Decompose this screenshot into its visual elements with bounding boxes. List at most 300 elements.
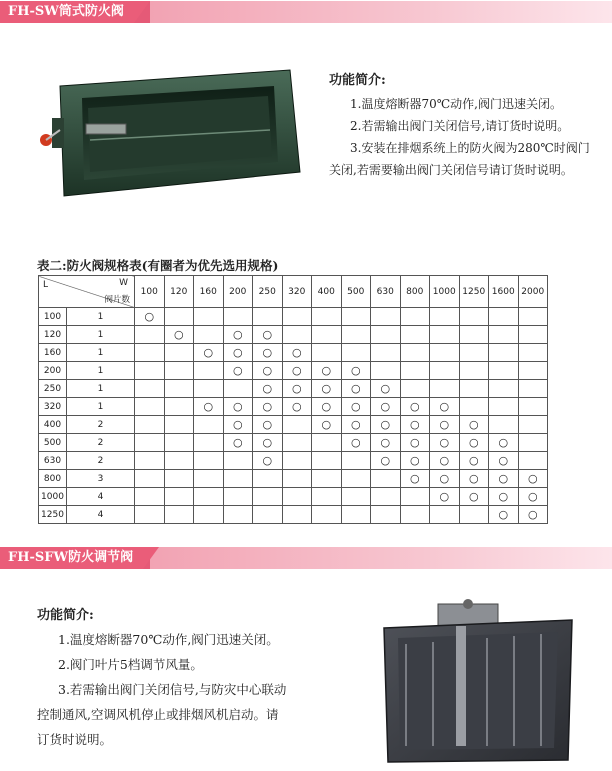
spec-cell <box>164 488 194 506</box>
spec-cell <box>518 308 548 326</box>
row-blade-count: 1 <box>67 380 135 398</box>
preferred-mark: ○ <box>498 507 509 521</box>
preferred-mark: ○ <box>321 417 332 431</box>
spec-cell <box>223 506 253 524</box>
preferred-mark: ○ <box>409 399 420 413</box>
row-l-value: 320 <box>39 398 67 416</box>
preferred-mark: ○ <box>262 363 273 377</box>
spec-cell <box>282 506 312 524</box>
row-l-value: 1000 <box>39 488 67 506</box>
preferred-mark: ○ <box>262 327 273 341</box>
preferred-mark: ○ <box>468 435 479 449</box>
spec-cell <box>223 344 253 362</box>
col-w-630: 630 <box>371 276 401 308</box>
spec-cell <box>341 434 371 452</box>
section2-line-5: 订货时说明。 <box>37 732 113 747</box>
table-row <box>39 488 548 506</box>
row-blade-count: 1 <box>67 308 135 326</box>
spec-cell <box>282 308 312 326</box>
preferred-mark: ○ <box>439 489 450 503</box>
preferred-mark: ○ <box>291 345 302 359</box>
row-blade-count: 4 <box>67 488 135 506</box>
spec-cell <box>371 488 401 506</box>
spec-cell <box>312 362 342 380</box>
spec-cell <box>194 452 224 470</box>
spec-cell <box>223 470 253 488</box>
spec-cell <box>223 380 253 398</box>
preferred-mark: ○ <box>291 363 302 377</box>
spec-cell <box>223 434 253 452</box>
spec-cell <box>430 488 460 506</box>
spec-cell <box>341 380 371 398</box>
spec-cell <box>400 308 430 326</box>
spec-cell <box>371 506 401 524</box>
spec-cell <box>459 470 489 488</box>
section2-intro-title: 功能简介: <box>37 608 94 623</box>
spec-cell <box>430 362 460 380</box>
spec-cell <box>253 452 283 470</box>
spec-cell <box>371 470 401 488</box>
spec-cell <box>312 452 342 470</box>
spec-cell <box>400 452 430 470</box>
spec-cell <box>371 416 401 434</box>
spec-cell <box>253 380 283 398</box>
spec-cell <box>194 470 224 488</box>
spec-cell <box>135 344 165 362</box>
banner-stripe <box>150 547 612 569</box>
spec-cell <box>371 398 401 416</box>
header-w: W <box>119 278 128 288</box>
spec-cell <box>312 344 342 362</box>
preferred-mark: ○ <box>262 417 273 431</box>
spec-cell <box>164 506 194 524</box>
spec-cell <box>164 362 194 380</box>
spec-cell <box>400 506 430 524</box>
spec-cell <box>518 398 548 416</box>
spec-cell <box>253 488 283 506</box>
spec-cell <box>430 344 460 362</box>
row-blade-count: 1 <box>67 398 135 416</box>
spec-cell <box>253 470 283 488</box>
spec-cell <box>312 470 342 488</box>
spec-cell <box>164 452 194 470</box>
section2-line-1: 1.温度熔断器70℃动作,阀门迅速关闭。 <box>58 632 279 647</box>
preferred-mark: ○ <box>203 345 214 359</box>
row-l-value: 200 <box>39 362 67 380</box>
damper-photo-2 <box>378 598 578 766</box>
preferred-mark: ○ <box>262 399 273 413</box>
spec-cell <box>341 326 371 344</box>
section2-title: FH-SFW防火调节阀 <box>0 547 143 569</box>
preferred-mark: ○ <box>409 471 420 485</box>
preferred-mark: ○ <box>409 417 420 431</box>
preferred-mark: ○ <box>232 417 243 431</box>
spec-cell <box>518 506 548 524</box>
section2-line-4: 控制通风,空调风机停止或排烟风机启动。请 <box>37 707 279 722</box>
row-l-value: 500 <box>39 434 67 452</box>
table-row <box>39 344 548 362</box>
spec-cell <box>459 380 489 398</box>
spec-cell <box>459 452 489 470</box>
table-body <box>39 308 548 524</box>
spec-cell <box>489 308 519 326</box>
spec-cell <box>371 434 401 452</box>
spec-cell <box>312 326 342 344</box>
spec-cell <box>282 326 312 344</box>
spec-cell <box>194 308 224 326</box>
spec-cell <box>459 488 489 506</box>
spec-cell <box>282 488 312 506</box>
spec-cell <box>400 362 430 380</box>
spec-cell <box>489 434 519 452</box>
preferred-mark: ○ <box>232 345 243 359</box>
preferred-mark: ○ <box>232 435 243 449</box>
col-w-200: 200 <box>223 276 253 308</box>
table-row <box>39 326 548 344</box>
spec-cell <box>135 488 165 506</box>
spec-cell <box>459 308 489 326</box>
spec-cell <box>282 452 312 470</box>
spec-cell <box>312 488 342 506</box>
col-w-500: 500 <box>341 276 371 308</box>
col-w-1000: 1000 <box>430 276 460 308</box>
spec-cell <box>223 488 253 506</box>
spec-cell <box>135 326 165 344</box>
preferred-mark: ○ <box>350 363 361 377</box>
spec-cell <box>194 488 224 506</box>
table-row <box>39 380 548 398</box>
spec-cell <box>459 416 489 434</box>
spec-cell <box>400 416 430 434</box>
spec-cell <box>518 380 548 398</box>
preferred-mark: ○ <box>350 399 361 413</box>
col-w-400: 400 <box>312 276 342 308</box>
table-row <box>39 416 548 434</box>
row-l-value: 100 <box>39 308 67 326</box>
preferred-mark: ○ <box>173 327 184 341</box>
spec-cell <box>430 398 460 416</box>
table-row <box>39 452 548 470</box>
spec-cell <box>459 506 489 524</box>
row-l-value: 1250 <box>39 506 67 524</box>
spec-cell <box>518 434 548 452</box>
spec-cell <box>489 344 519 362</box>
spec-cell <box>518 326 548 344</box>
spec-cell <box>164 398 194 416</box>
section1-intro-title: 功能简介: <box>329 73 386 88</box>
row-blade-count: 3 <box>67 470 135 488</box>
spec-cell <box>135 380 165 398</box>
preferred-mark: ○ <box>232 399 243 413</box>
spec-cell <box>430 380 460 398</box>
spec-cell <box>194 326 224 344</box>
preferred-mark: ○ <box>232 327 243 341</box>
col-w-2000: 2000 <box>518 276 548 308</box>
col-w-100: 100 <box>135 276 165 308</box>
spec-cell <box>489 506 519 524</box>
preferred-mark: ○ <box>350 435 361 449</box>
preferred-mark: ○ <box>350 381 361 395</box>
preferred-mark: ○ <box>262 381 273 395</box>
spec-cell <box>518 470 548 488</box>
preferred-mark: ○ <box>468 453 479 467</box>
col-w-250: 250 <box>253 276 283 308</box>
col-w-120: 120 <box>164 276 194 308</box>
section2-line-2: 2.阀门叶片5档调节风量。 <box>58 657 203 672</box>
spec-cell <box>341 470 371 488</box>
spec-cell <box>223 416 253 434</box>
banner-stripe <box>150 1 612 23</box>
preferred-mark: ○ <box>203 399 214 413</box>
header-l: L <box>43 280 49 290</box>
row-blade-count: 2 <box>67 416 135 434</box>
spec-cell <box>253 326 283 344</box>
spec-cell <box>489 380 519 398</box>
section1-line-1: 1.温度熔断器70℃动作,阀门迅速关闭。 <box>350 97 562 111</box>
preferred-mark: ○ <box>439 399 450 413</box>
spec-cell <box>164 344 194 362</box>
preferred-mark: ○ <box>498 453 509 467</box>
row-l-value: 400 <box>39 416 67 434</box>
spec-cell <box>518 488 548 506</box>
preferred-mark: ○ <box>380 453 391 467</box>
spec-cell <box>194 398 224 416</box>
row-l-value: 800 <box>39 470 67 488</box>
spec-cell <box>253 344 283 362</box>
spec-cell <box>430 434 460 452</box>
spec-cell <box>371 308 401 326</box>
spec-cell <box>135 506 165 524</box>
table-header-row <box>39 276 548 308</box>
row-blade-count: 1 <box>67 326 135 344</box>
spec-table <box>38 275 548 524</box>
preferred-mark: ○ <box>439 471 450 485</box>
spec-cell <box>164 434 194 452</box>
spec-cell <box>223 308 253 326</box>
preferred-mark: ○ <box>380 399 391 413</box>
table-row <box>39 398 548 416</box>
row-blade-count: 2 <box>67 452 135 470</box>
preferred-mark: ○ <box>380 435 391 449</box>
preferred-mark: ○ <box>380 417 391 431</box>
preferred-mark: ○ <box>409 453 420 467</box>
spec-cell <box>518 362 548 380</box>
preferred-mark: ○ <box>439 417 450 431</box>
spec-cell <box>253 434 283 452</box>
spec-cell <box>341 308 371 326</box>
spec-cell <box>282 470 312 488</box>
spec-cell <box>194 362 224 380</box>
spec-cell <box>194 344 224 362</box>
spec-cell <box>223 362 253 380</box>
row-l-value: 120 <box>39 326 67 344</box>
row-l-value: 160 <box>39 344 67 362</box>
preferred-mark: ○ <box>527 507 538 521</box>
row-l-value: 250 <box>39 380 67 398</box>
table-row <box>39 506 548 524</box>
spec-cell <box>312 308 342 326</box>
row-blade-count: 4 <box>67 506 135 524</box>
spec-cell <box>430 326 460 344</box>
preferred-mark: ○ <box>291 399 302 413</box>
preferred-mark: ○ <box>498 435 509 449</box>
table-row <box>39 362 548 380</box>
preferred-mark: ○ <box>144 309 155 323</box>
spec-cell <box>253 416 283 434</box>
spec-cell <box>135 398 165 416</box>
spec-cell <box>371 326 401 344</box>
spec-cell <box>194 380 224 398</box>
preferred-mark: ○ <box>321 399 332 413</box>
spec-cell <box>194 416 224 434</box>
spec-cell <box>135 416 165 434</box>
spec-cell <box>253 506 283 524</box>
preferred-mark: ○ <box>262 345 273 359</box>
spec-cell <box>459 398 489 416</box>
spec-cell <box>489 362 519 380</box>
spec-cell <box>164 380 194 398</box>
preferred-mark: ○ <box>262 435 273 449</box>
col-w-800: 800 <box>400 276 430 308</box>
preferred-mark: ○ <box>380 381 391 395</box>
preferred-mark: ○ <box>232 363 243 377</box>
preferred-mark: ○ <box>498 471 509 485</box>
table-title: 表二:防火阀规格表(有圈者为优先选用规格) <box>37 258 279 273</box>
spec-cell <box>371 344 401 362</box>
damper-photo-1 <box>38 68 308 198</box>
spec-cell <box>371 362 401 380</box>
spec-cell <box>489 488 519 506</box>
spec-cell <box>194 506 224 524</box>
spec-cell <box>282 416 312 434</box>
table-row <box>39 470 548 488</box>
preferred-mark: ○ <box>468 489 479 503</box>
spec-cell <box>400 344 430 362</box>
spec-cell <box>312 380 342 398</box>
spec-cell <box>282 344 312 362</box>
spec-cell <box>430 470 460 488</box>
table-row <box>39 434 548 452</box>
row-l-value: 630 <box>39 452 67 470</box>
header-blades: 阀片数 <box>104 295 130 305</box>
spec-cell <box>459 434 489 452</box>
spec-cell <box>164 308 194 326</box>
spec-cell <box>135 470 165 488</box>
col-w-1600: 1600 <box>489 276 519 308</box>
spec-cell <box>400 488 430 506</box>
spec-cell <box>489 470 519 488</box>
table-row <box>39 308 548 326</box>
spec-cell <box>489 416 519 434</box>
col-w-320: 320 <box>282 276 312 308</box>
col-w-1250: 1250 <box>459 276 489 308</box>
preferred-mark: ○ <box>350 417 361 431</box>
spec-cell <box>341 506 371 524</box>
spec-cell <box>223 398 253 416</box>
spec-cell <box>164 470 194 488</box>
spec-cell <box>400 434 430 452</box>
spec-cell <box>282 398 312 416</box>
spec-cell <box>223 452 253 470</box>
preferred-mark: ○ <box>468 471 479 485</box>
spec-cell <box>430 416 460 434</box>
spec-cell <box>135 434 165 452</box>
spec-cell <box>430 452 460 470</box>
preferred-mark: ○ <box>321 381 332 395</box>
spec-cell <box>253 308 283 326</box>
spec-cell <box>135 362 165 380</box>
preferred-mark: ○ <box>468 417 479 431</box>
spec-cell <box>489 326 519 344</box>
spec-cell <box>400 326 430 344</box>
spec-cell <box>341 416 371 434</box>
spec-cell <box>312 434 342 452</box>
spec-cell <box>341 452 371 470</box>
row-blade-count: 1 <box>67 344 135 362</box>
spec-cell <box>518 452 548 470</box>
spec-cell <box>371 452 401 470</box>
spec-cell <box>282 380 312 398</box>
spec-cell <box>312 416 342 434</box>
preferred-mark: ○ <box>527 489 538 503</box>
preferred-mark: ○ <box>291 381 302 395</box>
spec-cell <box>518 416 548 434</box>
row-blade-count: 1 <box>67 362 135 380</box>
spec-cell <box>430 506 460 524</box>
section1-line-4: 关闭,若需要输出阀门关闭信号请订货时说明。 <box>329 163 573 177</box>
spec-cell <box>430 308 460 326</box>
preferred-mark: ○ <box>498 489 509 503</box>
spec-cell <box>400 398 430 416</box>
spec-cell <box>135 308 165 326</box>
spec-cell <box>282 362 312 380</box>
spec-cell <box>459 326 489 344</box>
preferred-mark: ○ <box>409 435 420 449</box>
section1-title: FH-SW筒式防火阀 <box>0 1 134 23</box>
spec-cell <box>459 362 489 380</box>
preferred-mark: ○ <box>262 453 273 467</box>
preferred-mark: ○ <box>321 363 332 377</box>
spec-cell <box>371 380 401 398</box>
spec-cell <box>400 380 430 398</box>
section2-line-3: 3.若需输出阀门关闭信号,与防灾中心联动 <box>58 682 287 697</box>
spec-cell <box>312 506 342 524</box>
preferred-mark: ○ <box>439 453 450 467</box>
spec-cell <box>341 344 371 362</box>
spec-cell <box>400 470 430 488</box>
spec-cell <box>459 344 489 362</box>
preferred-mark: ○ <box>439 435 450 449</box>
preferred-mark: ○ <box>527 471 538 485</box>
spec-cell <box>223 326 253 344</box>
section1-banner <box>0 1 612 23</box>
spec-cell <box>135 452 165 470</box>
spec-cell <box>164 326 194 344</box>
col-w-160: 160 <box>194 276 224 308</box>
row-blade-count: 2 <box>67 434 135 452</box>
spec-cell <box>341 398 371 416</box>
spec-cell <box>164 416 194 434</box>
spec-cell <box>282 434 312 452</box>
spec-cell <box>489 398 519 416</box>
spec-cell <box>194 434 224 452</box>
spec-cell <box>312 398 342 416</box>
table-corner-cell <box>39 276 135 308</box>
spec-cell <box>341 362 371 380</box>
spec-cell <box>341 488 371 506</box>
spec-cell <box>253 362 283 380</box>
section2-banner <box>0 547 612 569</box>
